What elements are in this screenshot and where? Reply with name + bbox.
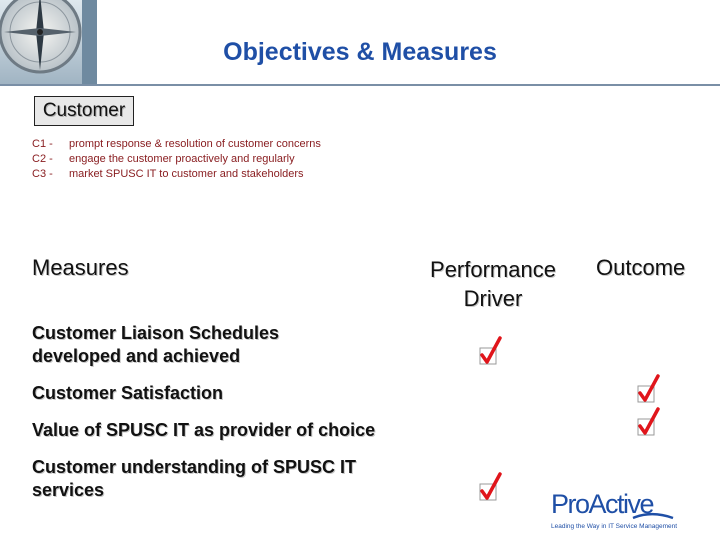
outcome-check-icon <box>636 374 660 404</box>
measure-item <box>32 456 356 502</box>
measure-text-line1: Customer Liaison Schedules <box>32 323 280 343</box>
objective-code: C2 - <box>32 153 53 165</box>
measure-text-line2: developed and achieved <box>32 346 241 366</box>
measures-heading: Measures <box>32 255 129 280</box>
objective-item <box>32 137 321 152</box>
objective-item <box>32 152 321 167</box>
objective-code: C1 - <box>32 138 53 150</box>
performance-driver-heading-line2: Driver <box>463 286 523 311</box>
proactive-logo <box>549 485 679 531</box>
measure-text-line2: services <box>32 480 105 500</box>
logo-wordmark: ProActive <box>551 489 654 519</box>
performance-driver-heading <box>418 255 568 313</box>
measure-text-line1: Customer understanding of SPUSC IT <box>32 457 357 477</box>
performance-driver-check-icon <box>478 472 502 502</box>
compass-photo <box>0 0 97 86</box>
objective-text: engage the customer proactively and regularly <box>69 153 295 165</box>
objective-code: C3 - <box>32 168 53 180</box>
objective-item <box>32 167 321 182</box>
measure-text-line1: Value of SPUSC IT as provider of choice <box>32 420 376 440</box>
outcome-check-icon <box>636 407 660 437</box>
measure-item <box>32 419 375 442</box>
measure-item <box>32 322 279 368</box>
header-divider <box>0 84 720 86</box>
objectives-list <box>32 137 321 182</box>
page-title: Objectives & Measures <box>223 38 497 66</box>
measure-item <box>32 382 223 405</box>
logo-tagline: Leading the Way in IT Service Management <box>551 523 678 530</box>
objective-text: market SPUSC IT to customer and stakeholders <box>69 168 304 180</box>
outcome-heading: Outcome <box>596 255 686 280</box>
objective-text: prompt response & resolution of customer concerns <box>69 138 321 150</box>
measure-text-line1: Customer Satisfaction <box>32 383 224 403</box>
customer-perspective-box <box>34 96 134 126</box>
customer-box-label: Customer <box>42 100 126 121</box>
performance-driver-check-icon <box>478 336 502 366</box>
performance-driver-heading-line1: Performance <box>430 257 556 282</box>
